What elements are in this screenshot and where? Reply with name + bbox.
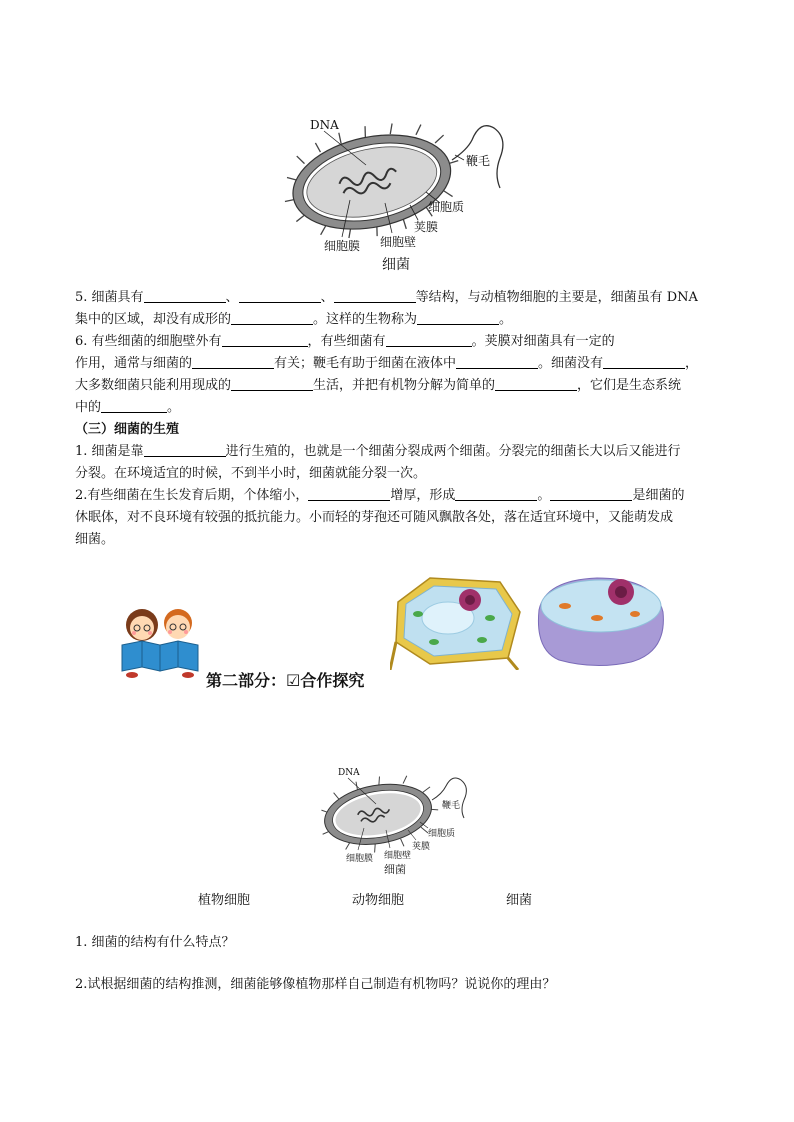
text: 。这样的生物称为 — [313, 312, 418, 327]
text: 进行生殖的，也就是一个细菌分裂成两个细菌。分裂完的细菌长大以后又能进行 — [225, 444, 681, 459]
s3-p2-line3: 细菌。 — [75, 532, 115, 547]
text: 等结构，与动植物细胞的主要是，细菌虽有 DNA — [415, 290, 698, 305]
blank[interactable] — [231, 310, 313, 325]
blank[interactable] — [144, 442, 226, 457]
small-label-cell-wall: 细胞壁 — [384, 851, 412, 861]
blank[interactable] — [495, 376, 577, 391]
label-cell-wall: 细胞壁 — [380, 235, 417, 249]
bacterium-figure-small — [318, 766, 478, 878]
blank[interactable] — [101, 398, 167, 413]
plant-cell-illustration — [390, 572, 525, 670]
text: 6. 有些细菌的细胞壁外有 — [75, 334, 222, 349]
q5-line1 — [75, 286, 698, 305]
text: ， — [685, 356, 699, 371]
blank[interactable] — [603, 354, 685, 369]
label-cytoplasm: 细胞质 — [428, 200, 465, 214]
caption-plant-cell: 植物细胞 — [198, 893, 251, 908]
text: 1. 细菌是靠 — [75, 444, 144, 459]
animal-cell-icon — [535, 572, 668, 668]
blank[interactable] — [231, 376, 313, 391]
text: 作用，通常与细菌的 — [75, 356, 193, 371]
part2-title: 第二部分：☑合作探究 — [206, 671, 365, 690]
text: 、 — [320, 290, 334, 305]
text: 集中的区域，却没有成形的 — [75, 312, 232, 327]
q6-line4 — [75, 396, 180, 415]
q5-line2 — [75, 308, 512, 327]
q6-line2 — [75, 352, 698, 371]
text: 生活，并把有机物分解为简单的 — [313, 378, 496, 393]
s3-p1-line2: 分裂。在环境适宜的时候，不到半小时，细菌就能分裂一次。 — [75, 466, 427, 481]
s3-p2-line1 — [75, 484, 684, 503]
small-figure-caption: 细菌 — [384, 863, 406, 876]
blank[interactable] — [239, 288, 321, 303]
text: 。 — [499, 312, 513, 327]
blank[interactable] — [144, 288, 226, 303]
small-label-cell-membrane: 细胞膜 — [346, 854, 374, 864]
s3-p1-line1 — [75, 440, 681, 459]
blank[interactable] — [386, 332, 472, 347]
blank[interactable] — [222, 332, 308, 347]
text: 。 — [167, 400, 181, 415]
text: ，它们是生态系统 — [577, 378, 682, 393]
blank[interactable] — [192, 354, 274, 369]
q6-line1 — [75, 330, 615, 349]
kids-reading-illustration — [118, 605, 202, 680]
small-label-cytoplasm: 细胞质 — [428, 829, 456, 839]
blank[interactable] — [456, 354, 538, 369]
caption-bacteria: 细菌 — [506, 893, 533, 908]
question-1: 1. 细菌的结构有什么特点？ — [75, 935, 235, 950]
text: 有关；鞭毛有助于细菌在液体中 — [274, 356, 457, 371]
q6-line3 — [75, 374, 681, 393]
text: 增厚，形成 — [390, 488, 456, 503]
figure-caption: 细菌 — [382, 257, 410, 273]
small-label-capsule: 荚膜 — [412, 842, 431, 852]
small-label-flagellum: 鞭毛 — [442, 801, 461, 811]
blank[interactable] — [417, 310, 499, 325]
text: 。荚膜对细菌具有一定的 — [471, 334, 615, 349]
blank[interactable] — [455, 486, 537, 501]
text: 。细菌没有 — [538, 356, 604, 371]
label-flagellum: 鞭毛 — [466, 154, 491, 168]
section3-title: （三）细菌的生殖 — [75, 422, 180, 437]
label-capsule: 荚膜 — [414, 220, 439, 234]
text: ，有些细菌有 — [307, 334, 386, 349]
question-2: 2.试根据细菌的结构推测，细菌能够像植物那样自己制造有机物吗？说说你的理由？ — [75, 977, 556, 992]
caption-animal-cell: 动物细胞 — [352, 893, 405, 908]
blank[interactable] — [550, 486, 632, 501]
text: 、 — [225, 290, 239, 305]
kids-reading-icon — [118, 605, 202, 680]
label-dna: DNA — [310, 118, 339, 132]
blank[interactable] — [334, 288, 416, 303]
text: 。 — [537, 488, 551, 503]
bacterium-figure-top — [280, 105, 520, 275]
blank[interactable] — [308, 486, 390, 501]
animal-cell-illustration — [535, 572, 668, 668]
s3-p2-line2: 休眠体，对不良环境有较强的抵抗能力。小而轻的芽孢还可随风飘散各处，落在适宜环境中，又能萌发成 — [75, 510, 674, 525]
text: 5. 细菌具有 — [75, 290, 144, 305]
text: 大多数细菌只能利用现成的 — [75, 378, 232, 393]
label-cell-membrane: 细胞膜 — [324, 239, 361, 253]
small-label-dna: DNA — [338, 768, 360, 778]
plant-cell-icon — [390, 572, 525, 670]
text: 2.有些细菌在生长发育后期，个体缩小， — [75, 488, 309, 503]
text: 是细菌的 — [632, 488, 685, 503]
text: 中的 — [75, 400, 102, 415]
